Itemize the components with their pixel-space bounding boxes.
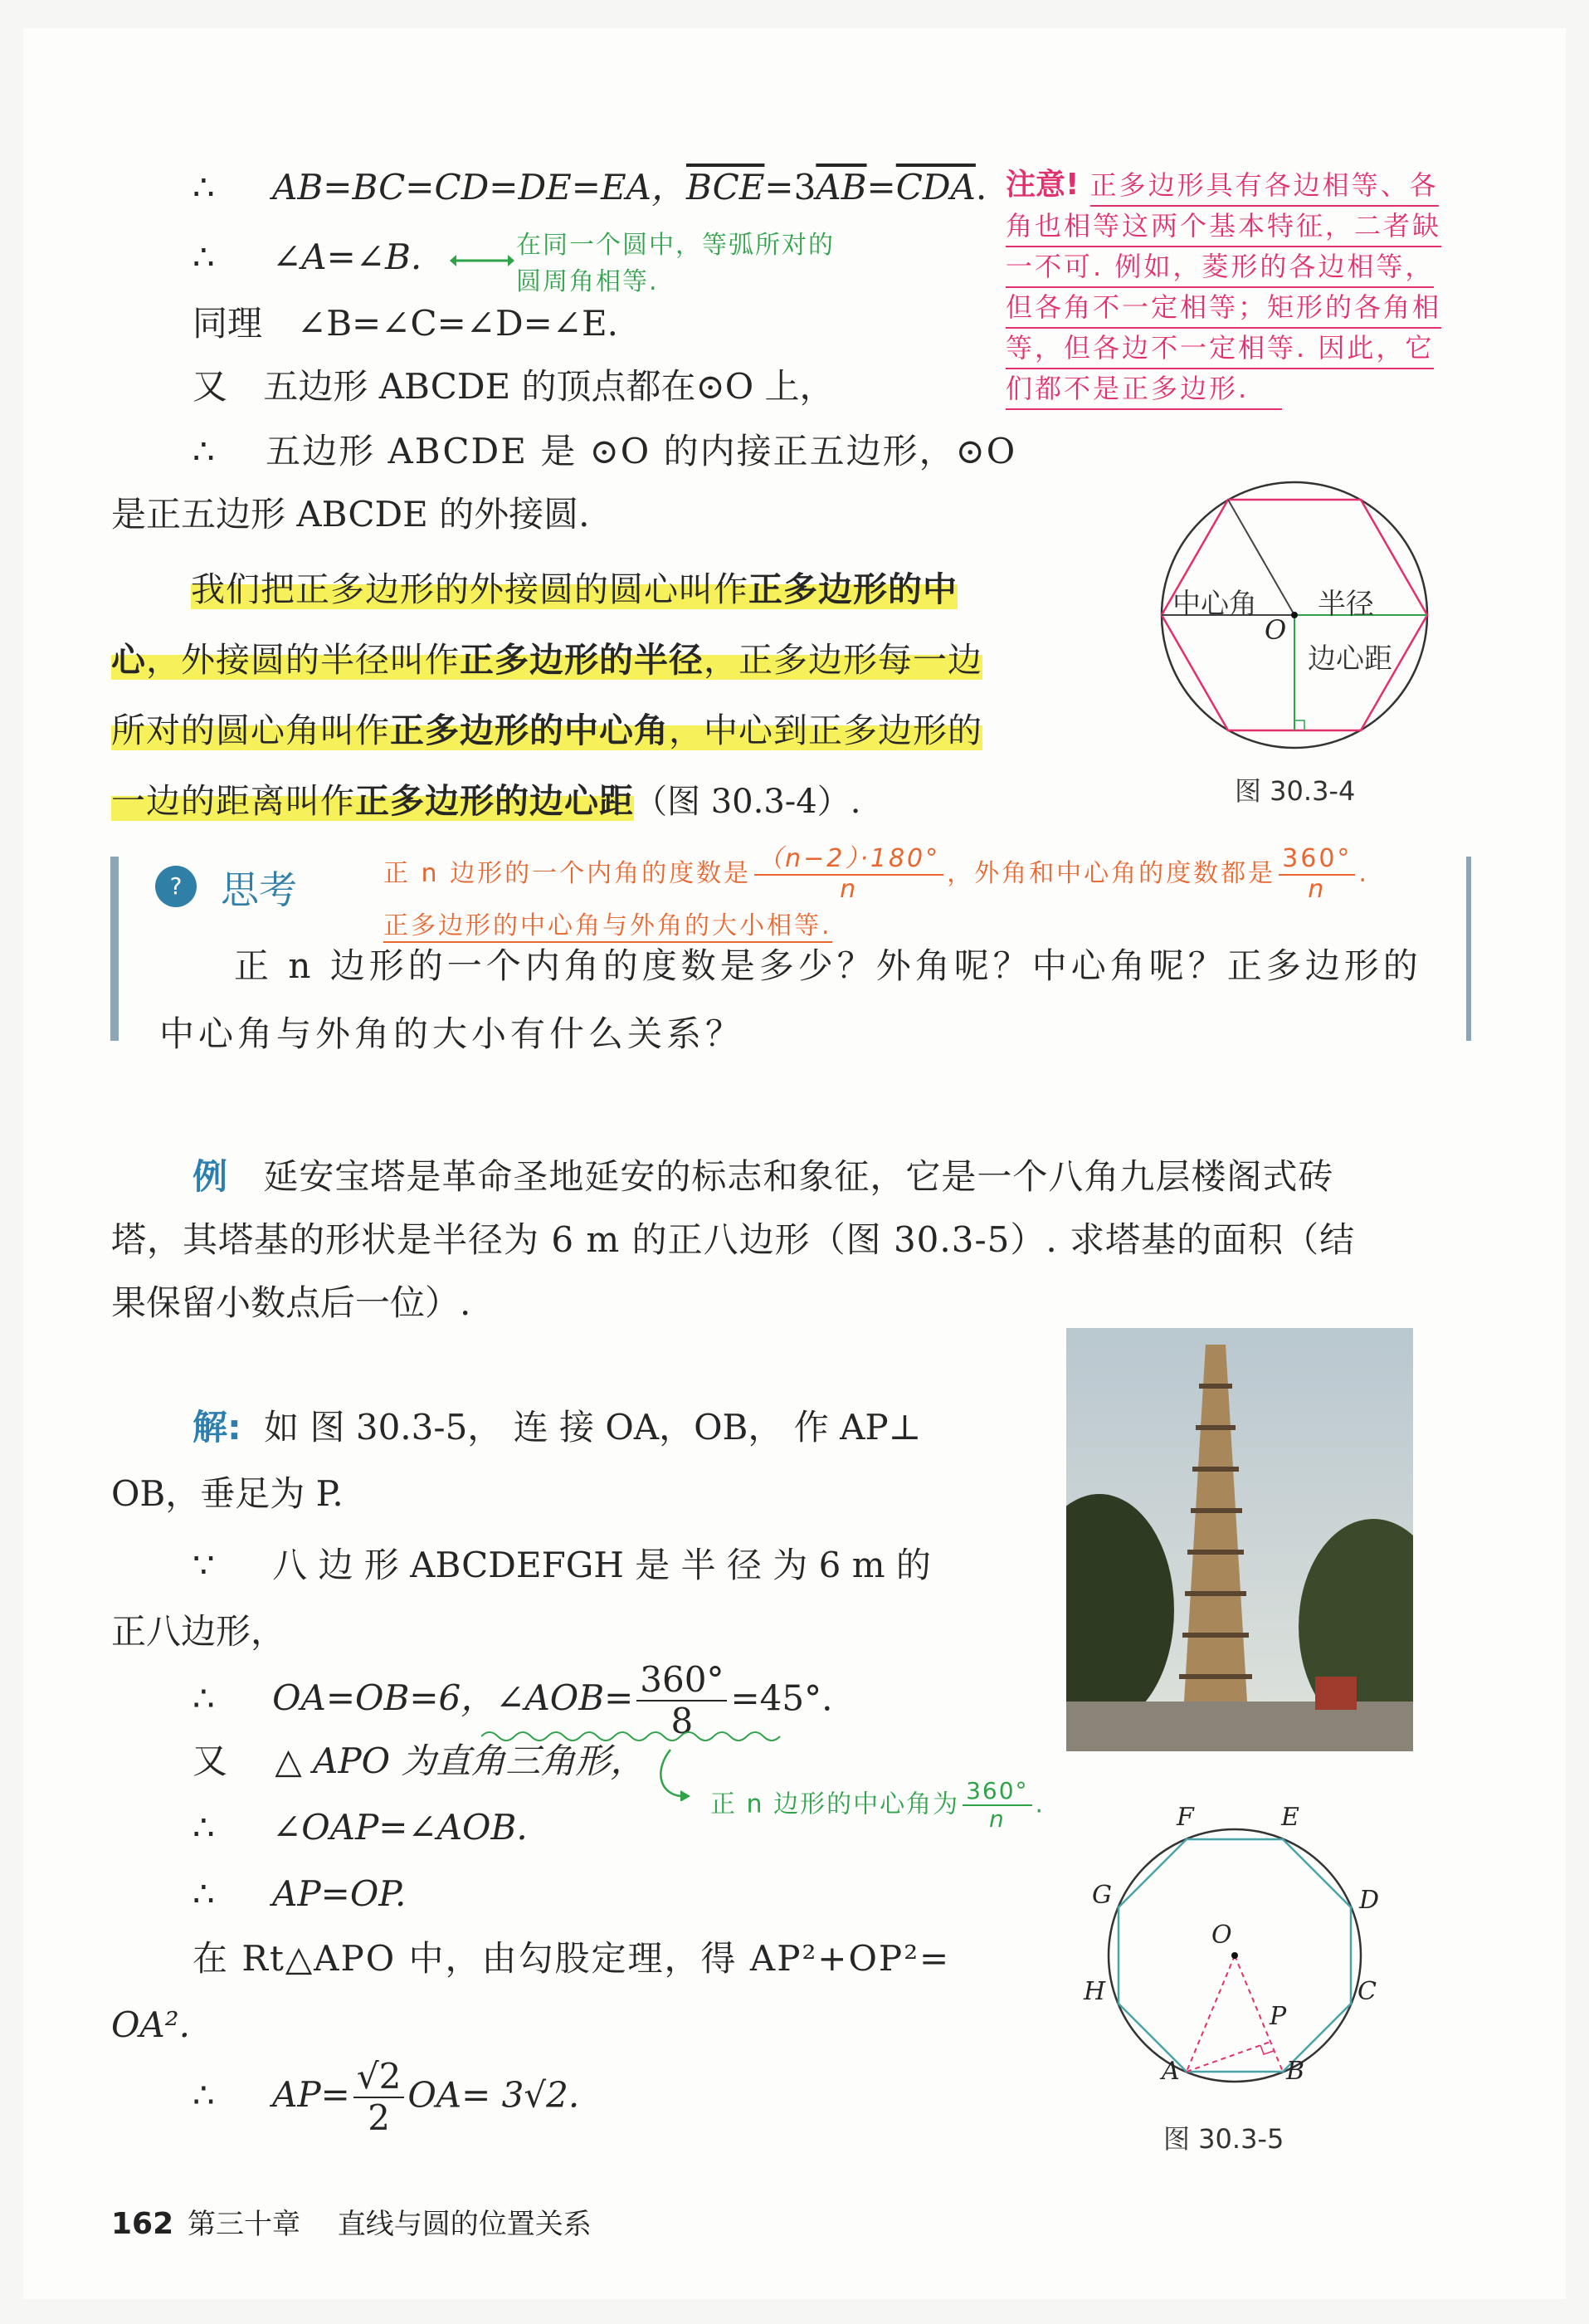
- label-apothem: 边心距: [1308, 642, 1392, 676]
- definition-text: 所对的圆心角叫作: [111, 710, 390, 750]
- arc-ab: $\overline{AB}$: [816, 167, 867, 208]
- equal-sides-text: AB=BC=CD=DE=EA，: [272, 167, 686, 208]
- chapter-title: 直线与圆的位置关系: [337, 2208, 592, 2241]
- fraction-denominator: n: [840, 874, 859, 904]
- solution-text: 八 边 形 ABCDEFGH 是 半 径 为 6 m 的: [272, 1545, 931, 1585]
- solution-line-2: OB，垂足为 P.: [111, 1473, 344, 1514]
- inscribed-pentagon-text: 五边形 ABCDE 是 ⊙O 的内接正五边形，⊙O: [266, 431, 1017, 471]
- term-central-angle: 正多边形的中心角: [390, 710, 669, 750]
- right-angle-mark: [1294, 720, 1304, 730]
- vertices-on-circle-text: 五边形 ABCDE 的顶点都在⊙O 上，: [263, 366, 835, 407]
- example-line-3: 果保留小数点后一位）.: [111, 1282, 471, 1323]
- fraction-denominator: n: [1308, 874, 1327, 904]
- solution-text: =45°.: [730, 1677, 833, 1719]
- arc-equation-eq: =: [866, 167, 896, 208]
- fraction-numerator: 360°: [636, 1660, 727, 1702]
- vertex-label-b: B: [1286, 2057, 1305, 2086]
- answer-text: 正 n 边形的一个内角的度数是: [383, 859, 752, 888]
- fraction-numerator: （n−2）·180°: [754, 845, 943, 876]
- segment-oa: [1187, 1955, 1235, 2072]
- answer-text: ，外角和中心角的度数都是: [947, 859, 1276, 888]
- proof-line-5: [193, 428, 1016, 475]
- green-note-central-angle: [710, 1778, 1045, 1833]
- note-line: 等，但各边不一定相等. 因此，它: [1006, 329, 1434, 369]
- also-symbol: 又: [193, 1741, 228, 1781]
- arrow-icon: [448, 251, 514, 271]
- definition-text: 一边的距离叫作: [111, 781, 355, 821]
- solution-line-8: [193, 1871, 406, 1917]
- figure-hexagon-diagram: [1145, 478, 1444, 777]
- side-note: [1006, 166, 1441, 410]
- lightbulb-icon: ?: [155, 866, 197, 907]
- therefore-symbol: ∴: [193, 1807, 215, 1848]
- fraction-denominator: 2: [368, 2097, 390, 2139]
- green-note-line-2: 圆周角相等.: [516, 267, 659, 296]
- solution-line-7: [193, 1804, 528, 1851]
- page-number: 162: [111, 2207, 174, 2241]
- think-answer-line-2: 正多边形的中心角与外角的大小相等.: [383, 905, 832, 943]
- note-line: 正多边形具有各边相等、各: [1090, 166, 1439, 207]
- think-question-line-2: 中心角与外角的大小有什么关系？: [159, 1013, 745, 1054]
- note-line: 们都不是正多边形.: [1006, 369, 1282, 410]
- therefore-symbol: ∴: [193, 237, 215, 277]
- chapter-label: 第三十章: [187, 2208, 300, 2241]
- solution-text: 如 图 30.3-5， 连 接 OA，OB， 作 AP⊥: [264, 1407, 922, 1448]
- definition-text: ，外接圆的半径叫作: [146, 640, 460, 680]
- center-point: [1231, 1952, 1238, 1959]
- definition-text: 我们把正多边形的外接圆的圆心叫作: [191, 569, 748, 609]
- figure-caption: 图 30.3-5: [1163, 2123, 1284, 2155]
- vertex-label-d: D: [1359, 1886, 1380, 1915]
- vertex-label-a: A: [1162, 2057, 1180, 2086]
- solution-line-4: 正八边形，: [111, 1611, 286, 1652]
- solution-line-10: OA².: [111, 2004, 190, 2045]
- note-line: 角也相等这两个基本特征，二者缺: [1006, 207, 1441, 247]
- proof-line-4: [193, 364, 835, 410]
- solution-line-9: 在 Rt△APO 中，由勾股定理，得 AP²+OP²=: [193, 1938, 951, 1979]
- fraction-numerator: 360°: [1279, 845, 1355, 876]
- term-radius: 正多边形的半径: [460, 640, 704, 680]
- think-box-left-bar: [110, 857, 119, 1041]
- note-text: .: [1035, 1789, 1046, 1819]
- solution-text: △ APO 为直角三角形，: [275, 1741, 646, 1781]
- point-label-p: P: [1270, 2002, 1287, 2031]
- answer-text: .: [1358, 859, 1369, 888]
- solution-text: OA=OB=6，∠AOB=: [272, 1677, 634, 1719]
- think-answer-line-1: [383, 845, 1369, 904]
- fraction-numerator: √2: [353, 2057, 404, 2098]
- right-angle-mark: [1260, 2045, 1274, 2054]
- angle-equality-text: ∠A=∠B.: [272, 237, 422, 277]
- note-text: 正 n 边形的中心角为: [710, 1789, 960, 1819]
- note-line: 但各角不一定相等；矩形的各角相: [1006, 288, 1441, 329]
- pagoda-photo: [1066, 1328, 1413, 1751]
- think-question-line-1: 正 n 边形的一个内角的度数是多少？外角呢？中心角呢？正多边形的: [234, 945, 1422, 986]
- note-line: 一不可. 例如，菱形的各边相等，: [1006, 247, 1434, 288]
- solution-text: ∠OAP=∠AOB.: [272, 1807, 528, 1848]
- think-title: 思考: [221, 867, 297, 912]
- term-apothem: 正多边形的边心距: [355, 781, 634, 821]
- definition-paragraph: [111, 558, 1090, 840]
- proof-line-6: 是正五边形 ABCDE 的外接圆.: [111, 494, 590, 535]
- figure-octagon-diagram: [1092, 1806, 1407, 2105]
- solution-line-3: [193, 1542, 931, 1589]
- vertex-label-f: F: [1177, 1803, 1194, 1832]
- solution-line-11: [193, 2057, 579, 2139]
- therefore-symbol: ∴: [193, 1677, 215, 1719]
- label-center-o: O: [1265, 614, 1287, 646]
- solution-line-1: [193, 1404, 921, 1451]
- also-symbol: 又: [193, 366, 228, 407]
- think-box-right-bar: [1466, 857, 1471, 1041]
- arc-cda: $\overline{CDA}$: [895, 167, 976, 208]
- term-center: 正多边形的中: [748, 569, 958, 609]
- note-title: 注意!: [1006, 168, 1080, 202]
- proof-line-2: [193, 234, 422, 281]
- center-point: [1291, 612, 1298, 618]
- vertex-label-c: C: [1357, 1977, 1377, 2006]
- solution-text: AP=OP.: [272, 1873, 407, 1914]
- definition-text: ，正多边形每一边: [704, 640, 982, 680]
- arc-bce: $\overline{BCE}$: [685, 167, 765, 208]
- therefore-symbol: ∴: [193, 167, 215, 208]
- therefore-symbol: ∴: [193, 2074, 215, 2116]
- solution-label: 解:: [193, 1407, 241, 1448]
- label-center-angle: 中心角: [1172, 588, 1257, 621]
- example-line-2: 塔，其塔基的形状是半径为 6 m 的正八边形（图 30.3-5）. 求塔基的面积（结: [111, 1219, 1356, 1260]
- page-footer: [111, 2201, 592, 2242]
- fraction-numerator: 360°: [963, 1778, 1031, 1806]
- solution-text: AP=: [272, 2074, 350, 2116]
- label-radius: 半径: [1318, 588, 1374, 621]
- green-note-arcs: [516, 227, 835, 300]
- because-symbol: ∵: [193, 1545, 215, 1585]
- vertex-label-h: H: [1084, 1977, 1106, 2006]
- therefore-symbol: ∴: [193, 431, 217, 471]
- proof-line-3: 同理 ∠B=∠C=∠D=∠E.: [193, 303, 619, 344]
- proof-line-1: [193, 164, 987, 211]
- fraction-denominator: n: [988, 1805, 1006, 1833]
- vertex-label-e: E: [1281, 1803, 1299, 1832]
- therefore-symbol: ∴: [193, 1873, 215, 1914]
- figure-caption: 图 30.3-4: [1235, 775, 1356, 807]
- vertex-label-g: G: [1092, 1881, 1112, 1910]
- solution-text: OA= 3√2.: [407, 2074, 580, 2116]
- example-line-1: [193, 1154, 1333, 1200]
- arc-equation-mid: =3: [764, 167, 816, 208]
- definition-text: ，中心到正多边形的: [669, 710, 982, 750]
- figure-reference: （图 30.3-4）.: [634, 783, 861, 821]
- green-note-line-1: 在同一个圆中，等弧所对的: [516, 231, 835, 260]
- arc-equation-end: .: [975, 167, 987, 208]
- example-text: 延安宝塔是革命圣地延安的标志和象征，它是一个八角九层楼阁式砖: [263, 1156, 1334, 1197]
- example-label: 例: [193, 1156, 229, 1197]
- segment-ap: [1187, 2042, 1270, 2072]
- term-center-end: 心: [111, 640, 146, 680]
- fraction-denominator: 8: [670, 1701, 694, 1742]
- vertex-label-o: O: [1211, 1921, 1232, 1950]
